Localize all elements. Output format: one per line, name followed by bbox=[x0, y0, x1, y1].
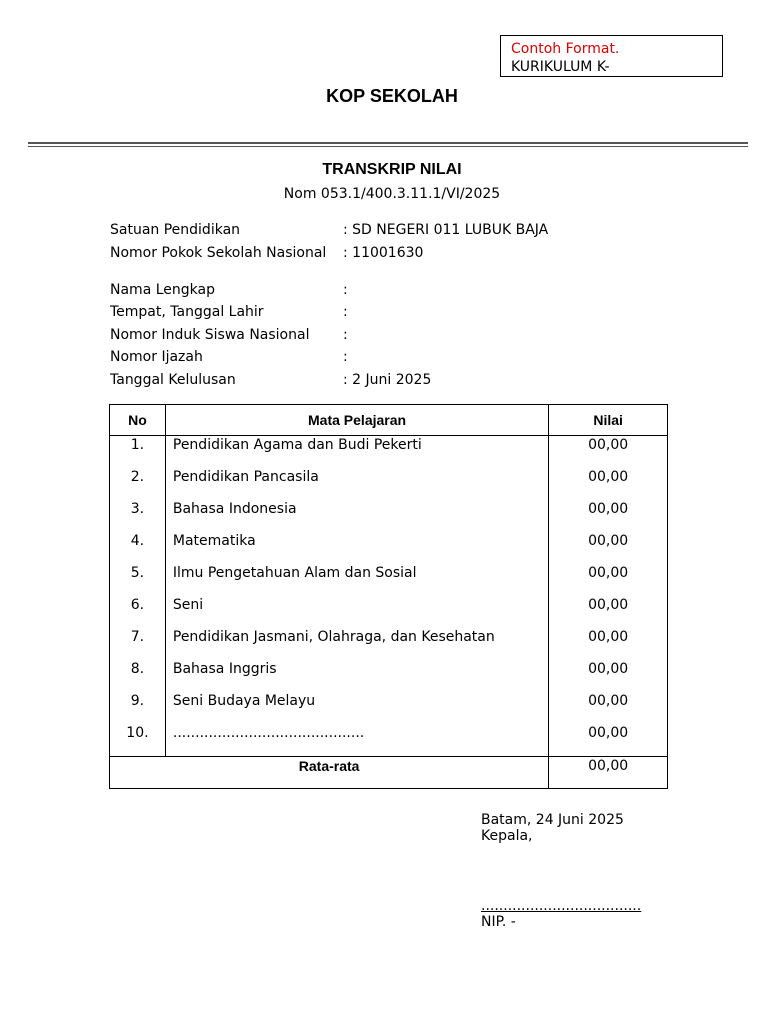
row-grade: 00,00 bbox=[549, 532, 668, 564]
row-number: 2. bbox=[110, 468, 166, 500]
row-number: 9. bbox=[110, 692, 166, 724]
table-row bbox=[110, 724, 668, 757]
signature-name-line: .................................... bbox=[481, 898, 642, 914]
info-label: Tempat, Tanggal Lahir bbox=[110, 304, 264, 320]
column-header-no: No bbox=[110, 405, 166, 436]
info-value: : 2 Juni 2025 bbox=[343, 371, 432, 388]
table-row bbox=[110, 660, 668, 692]
info-label: Nomor Pokok Sekolah Nasional bbox=[110, 244, 327, 261]
row-number: 8. bbox=[110, 660, 166, 692]
row-grade: 00,00 bbox=[549, 500, 668, 532]
row-grade: 00,00 bbox=[549, 628, 668, 660]
average-grade: 00,00 bbox=[549, 757, 668, 789]
row-grade: 00,00 bbox=[549, 468, 668, 500]
row-subject: Matematika bbox=[165, 532, 548, 564]
header-rule-thin bbox=[28, 146, 748, 147]
row-grade: 00,00 bbox=[549, 660, 668, 692]
table-row bbox=[110, 628, 668, 660]
row-grade: 00,00 bbox=[549, 564, 668, 596]
signature-position: Kepala, bbox=[481, 828, 533, 844]
row-subject: Ilmu Pengetahuan Alam dan Sosial bbox=[165, 564, 548, 596]
row-number: 3. bbox=[110, 500, 166, 532]
format-note-label: Contoh Format. bbox=[511, 41, 620, 57]
info-value: : bbox=[343, 326, 348, 343]
table-header-row bbox=[110, 405, 668, 436]
table-row bbox=[110, 596, 668, 628]
info-value: : bbox=[343, 349, 348, 365]
row-subject: Bahasa Indonesia bbox=[165, 500, 548, 532]
column-header-grade: Nilai bbox=[549, 405, 668, 436]
row-grade: 00,00 bbox=[549, 596, 668, 628]
document-title: TRANSKRIP NILAI bbox=[322, 161, 462, 178]
info-label: Tanggal Kelulusan bbox=[110, 371, 236, 388]
info-label: Nomor Ijazah bbox=[110, 349, 203, 365]
table-row bbox=[110, 692, 668, 724]
row-number: 4. bbox=[110, 532, 166, 564]
row-grade: 00,00 bbox=[549, 692, 668, 724]
average-row bbox=[110, 757, 668, 789]
signature-block bbox=[481, 812, 624, 844]
signature-nip: NIP. - bbox=[481, 914, 516, 930]
row-subject: Seni bbox=[165, 596, 548, 628]
document-number: Nom 053.1/400.3.11.1/VI/2025 bbox=[283, 186, 501, 202]
signature-place-date: Batam, 24 Juni 2025 bbox=[481, 812, 624, 828]
grades-table bbox=[109, 404, 668, 789]
row-grade: 00,00 bbox=[549, 436, 668, 469]
header-rule-thick bbox=[28, 142, 748, 144]
row-grade: 00,00 bbox=[549, 724, 668, 757]
row-subject: Pendidikan Jasmani, Olahraga, dan Kesehatan bbox=[165, 628, 548, 660]
info-value: : bbox=[343, 281, 348, 298]
info-value: : 11001630 bbox=[343, 244, 424, 261]
info-label: Nomor Induk Siswa Nasional bbox=[110, 326, 310, 343]
row-subject: Pendidikan Pancasila bbox=[165, 468, 548, 500]
row-subject: Pendidikan Agama dan Budi Pekerti bbox=[165, 436, 548, 469]
table-row bbox=[110, 500, 668, 532]
row-subject: Bahasa Inggris bbox=[165, 660, 548, 692]
info-label: Nama Lengkap bbox=[110, 281, 215, 298]
format-note-box bbox=[500, 35, 723, 77]
row-number: 6. bbox=[110, 596, 166, 628]
table-row bbox=[110, 532, 668, 564]
row-number: 10. bbox=[110, 724, 166, 757]
info-value: : SD NEGERI 011 LUBUK BAJA bbox=[343, 222, 549, 238]
column-header-subject: Mata Pelajaran bbox=[165, 405, 548, 436]
school-letterhead: KOP SEKOLAH bbox=[326, 86, 458, 106]
row-subject: Seni Budaya Melayu bbox=[165, 692, 548, 724]
table-row bbox=[110, 468, 668, 500]
row-number: 5. bbox=[110, 564, 166, 596]
table-row bbox=[110, 436, 668, 469]
row-number: 1. bbox=[110, 436, 166, 469]
row-number: 7. bbox=[110, 628, 166, 660]
row-subject: ........................................... bbox=[165, 724, 548, 757]
info-label: Satuan Pendidikan bbox=[110, 222, 241, 238]
table-row bbox=[110, 564, 668, 596]
average-label: Rata-rata bbox=[110, 757, 549, 789]
info-value: : bbox=[343, 304, 348, 320]
curriculum-label: KURIKULUM K- bbox=[511, 59, 610, 75]
